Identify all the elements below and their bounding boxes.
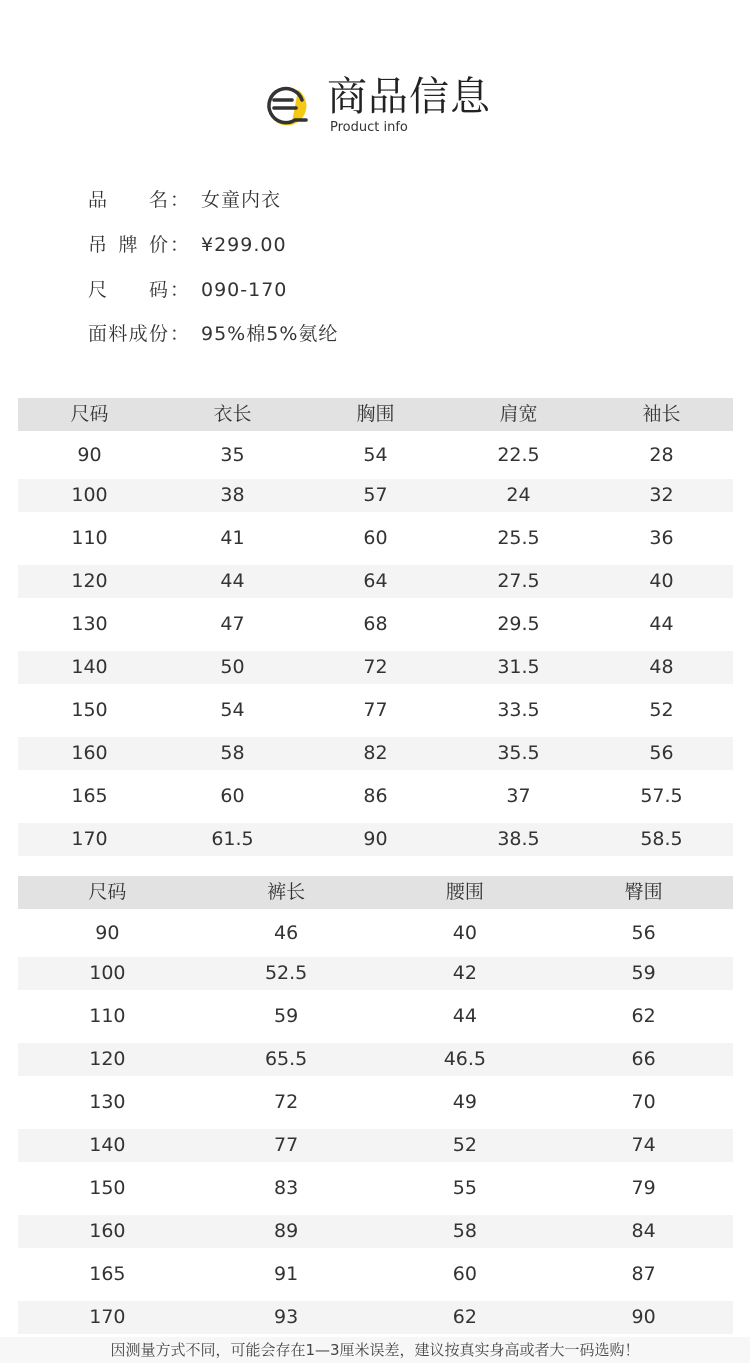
- table-cell: 56: [649, 742, 674, 764]
- table-header-row: [18, 398, 733, 431]
- table-cell: 82: [363, 742, 388, 764]
- table-cell: 72: [363, 656, 388, 678]
- table-cell: 44: [452, 1005, 477, 1027]
- table-cell: 74: [631, 1134, 656, 1156]
- table-cell: 27.5: [497, 570, 540, 592]
- info-colon: ：: [170, 234, 190, 256]
- table-cell: 100: [71, 484, 108, 506]
- table-header-row: [18, 876, 733, 909]
- table-cell: 52: [452, 1134, 477, 1156]
- table-row: [18, 1043, 733, 1076]
- table-cell: 68: [363, 613, 388, 635]
- table-cell: 84: [631, 1220, 656, 1242]
- table-cell: 77: [274, 1134, 299, 1156]
- table-cell: 54: [363, 444, 388, 466]
- table-cell: 170: [71, 828, 108, 850]
- measurement-note: 因测量方式不同，可能会存在1—3厘米误差，建议按真实身高或者大一码选购！: [0, 1337, 750, 1363]
- table-row: [18, 1086, 733, 1119]
- table-cell: 35: [220, 444, 245, 466]
- table-cell: 37: [506, 785, 531, 807]
- table-cell: 46.5: [443, 1048, 487, 1070]
- table-cell: 58: [220, 742, 245, 764]
- table-cell: 60: [220, 785, 245, 807]
- table-cell: 66: [631, 1048, 656, 1070]
- table-cell: 100: [89, 962, 126, 984]
- table-cell: 60: [452, 1263, 477, 1285]
- table-cell: 46: [274, 922, 299, 944]
- table-row: [18, 1129, 733, 1162]
- bottom-size-table: [18, 876, 733, 1334]
- table-cell: 90: [77, 444, 102, 466]
- table-cell: 29.5: [497, 613, 540, 635]
- table-cell: 38: [220, 484, 245, 506]
- table-cell: 24: [506, 484, 531, 506]
- table-cell: 48: [649, 656, 674, 678]
- table-cell: 25.5: [497, 527, 540, 549]
- table-cell: 31.5: [497, 656, 540, 678]
- top-size-table: [18, 398, 733, 856]
- chat-bubble-icon: [262, 80, 312, 130]
- table-cell: 90: [363, 828, 388, 850]
- table-row: [18, 780, 733, 813]
- table-cell: 58: [452, 1220, 477, 1242]
- table-cell: 86: [363, 785, 388, 807]
- info-value: ¥299.00: [201, 234, 287, 256]
- table-row: [18, 522, 733, 555]
- table-cell: 38.5: [497, 828, 540, 850]
- table-cell: 160: [71, 742, 108, 764]
- table-cell: 55: [452, 1177, 477, 1199]
- table-cell: 36: [649, 527, 674, 549]
- table-cell: 58.5: [640, 828, 683, 850]
- table-row: [18, 1172, 733, 1205]
- table-cell: 93: [274, 1306, 299, 1328]
- table-row: [18, 694, 733, 727]
- table-cell: 32: [649, 484, 674, 506]
- table-cell: 49: [452, 1091, 477, 1113]
- table-cell: 130: [71, 613, 108, 635]
- table-row: [18, 651, 733, 684]
- info-label: 尺 码: [88, 279, 168, 301]
- table-cell: 57.5: [640, 785, 683, 807]
- table-cell: 52.5: [264, 962, 308, 984]
- table-cell: 60: [363, 527, 388, 549]
- table-cell: 165: [89, 1263, 126, 1285]
- table-cell: 62: [631, 1005, 656, 1027]
- table-cell: 120: [89, 1048, 126, 1070]
- table-header-cell: 裤长: [267, 881, 306, 903]
- table-cell: 77: [363, 699, 388, 721]
- table-cell: 79: [631, 1177, 656, 1199]
- info-value: 090-170: [201, 279, 288, 301]
- table-cell: 41: [220, 527, 245, 549]
- table-header-cell: 胸围: [356, 403, 395, 425]
- table-cell: 40: [452, 922, 477, 944]
- table-row: [18, 565, 733, 598]
- table-cell: 57: [363, 484, 388, 506]
- table-row: [18, 1258, 733, 1291]
- info-colon: ：: [170, 323, 190, 345]
- table-cell: 35.5: [497, 742, 540, 764]
- table-cell: 160: [89, 1220, 126, 1242]
- table-cell: 61.5: [211, 828, 254, 850]
- table-header-cell: 臀围: [624, 881, 663, 903]
- info-colon: ：: [170, 189, 190, 211]
- table-cell: 62: [452, 1306, 477, 1328]
- section-header: [0, 70, 750, 140]
- info-label: 品 名: [88, 189, 168, 211]
- table-cell: 90: [631, 1306, 656, 1328]
- table-cell: 140: [89, 1134, 126, 1156]
- table-row: [18, 823, 733, 856]
- info-colon: ：: [170, 279, 190, 301]
- table-cell: 91: [274, 1263, 299, 1285]
- table-cell: 70: [631, 1091, 656, 1113]
- table-cell: 59: [274, 1005, 299, 1027]
- table-row: [18, 737, 733, 770]
- table-cell: 150: [71, 699, 108, 721]
- table-row: [18, 957, 733, 990]
- table-cell: 33.5: [497, 699, 540, 721]
- table-cell: 42: [452, 962, 477, 984]
- table-row: [18, 439, 733, 472]
- table-cell: 90: [95, 922, 120, 944]
- table-cell: 54: [220, 699, 245, 721]
- table-cell: 89: [274, 1220, 299, 1242]
- table-cell: 44: [649, 613, 674, 635]
- info-value: 95%棉5%氨纶: [201, 323, 339, 345]
- table-cell: 64: [363, 570, 388, 592]
- table-row: [18, 608, 733, 641]
- table-cell: 65.5: [264, 1048, 308, 1070]
- table-cell: 110: [89, 1005, 126, 1027]
- table-row: [18, 1215, 733, 1248]
- table-row: [18, 479, 733, 512]
- info-label: 面料成份: [88, 323, 168, 345]
- table-row: [18, 1301, 733, 1334]
- table-row: [18, 1000, 733, 1033]
- table-cell: 150: [89, 1177, 126, 1199]
- table-cell: 165: [71, 785, 108, 807]
- table-cell: 120: [71, 570, 108, 592]
- table-cell: 56: [631, 922, 656, 944]
- table-header-cell: 袖长: [642, 403, 681, 425]
- table-cell: 28: [649, 444, 674, 466]
- page-subtitle: Product info: [330, 120, 408, 135]
- page-title: 商品信息: [327, 74, 491, 120]
- table-header-cell: 尺码: [88, 881, 127, 903]
- table-cell: 40: [649, 570, 674, 592]
- info-label: 吊牌价: [88, 234, 168, 256]
- table-cell: 170: [89, 1306, 126, 1328]
- table-cell: 110: [71, 527, 108, 549]
- table-row: [18, 917, 733, 950]
- table-header-cell: 腰围: [445, 881, 484, 903]
- table-cell: 44: [220, 570, 245, 592]
- table-cell: 72: [274, 1091, 299, 1113]
- table-cell: 50: [220, 656, 245, 678]
- table-cell: 83: [274, 1177, 299, 1199]
- table-cell: 140: [71, 656, 108, 678]
- table-cell: 22.5: [497, 444, 540, 466]
- table-cell: 130: [89, 1091, 126, 1113]
- table-header-cell: 尺码: [70, 403, 109, 425]
- table-cell: 47: [220, 613, 245, 635]
- table-header-cell: 肩宽: [499, 403, 538, 425]
- info-value: 女童内衣: [201, 189, 282, 211]
- table-cell: 87: [631, 1263, 656, 1285]
- table-cell: 52: [649, 699, 674, 721]
- table-header-cell: 衣长: [213, 403, 252, 425]
- table-cell: 59: [631, 962, 656, 984]
